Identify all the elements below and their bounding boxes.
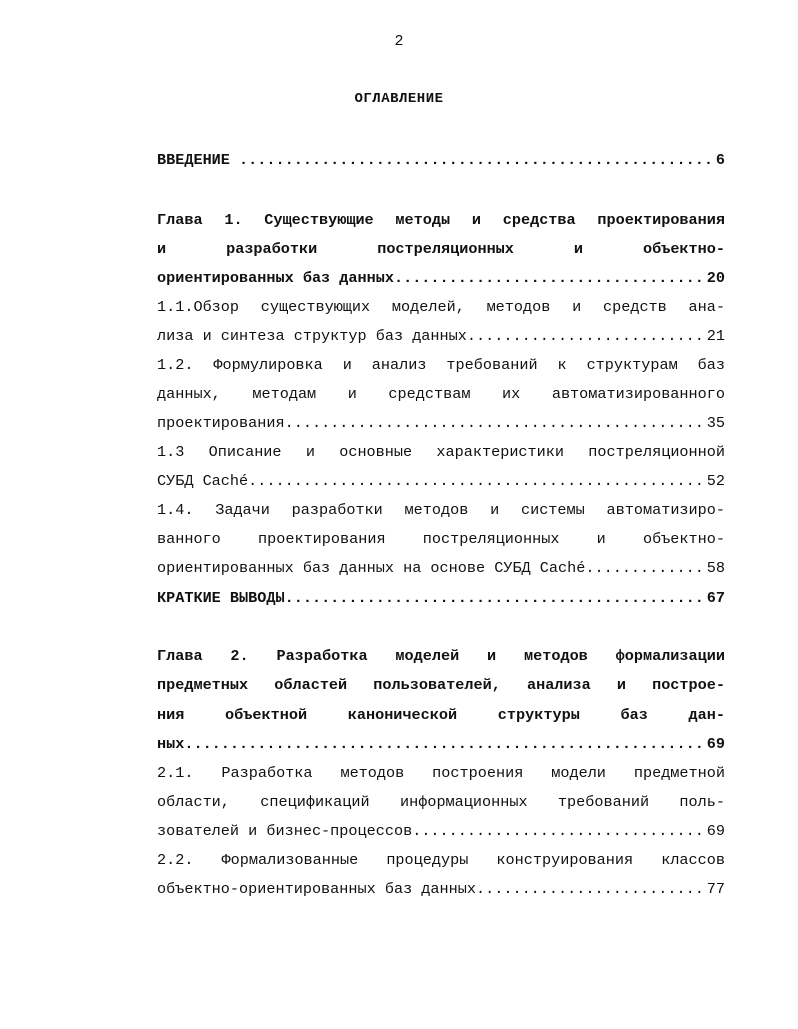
section-1-1-line1: 1.1.Обзор существующих моделей, методов и средств ана- bbox=[157, 298, 725, 316]
section-1-4-line3 bbox=[157, 558, 725, 578]
dot-leader bbox=[585, 558, 706, 578]
chapter2-heading-line2: предметных областей пользователей, анализа и построе- bbox=[157, 676, 725, 694]
toc-entry-text: проектирования bbox=[157, 414, 285, 432]
dot-leader bbox=[248, 471, 707, 491]
toc-page-number: 77 bbox=[706, 880, 725, 898]
chapter1-heading-line1: Глава 1. Существующие методы и средства проектирования bbox=[157, 211, 725, 229]
toc-page-number: 69 bbox=[706, 822, 725, 840]
section-2-2-line1: 2.2. Формализованные процедуры конструирования классов bbox=[157, 851, 725, 869]
section-1-4-line2: ванного проектирования постреляционных и объектно- bbox=[157, 530, 725, 548]
chapter2-heading-line4 bbox=[157, 734, 725, 754]
toc-entry-text: СУБД Caché bbox=[157, 472, 249, 490]
page-number: 2 bbox=[394, 33, 404, 50]
dot-leader bbox=[412, 821, 707, 841]
section-2-1-line2: области, спецификаций информационных требований поль- bbox=[157, 793, 725, 811]
section-1-3-line1: 1.3 Описание и основные характеристики постреляционной bbox=[157, 443, 725, 461]
toc-entry-text: лиза и синтеза структур баз данных bbox=[157, 327, 467, 345]
chapter1-heading-line3 bbox=[157, 268, 725, 288]
toc-entry-text: зователей и бизнес-процессов bbox=[157, 822, 413, 840]
dot-leader bbox=[476, 879, 707, 899]
toc-entry-text: ВВЕДЕНИЕ bbox=[157, 151, 230, 169]
dot-leader bbox=[285, 413, 707, 433]
chapter1-heading-line2: и разработки постреляционных и объектно- bbox=[157, 240, 725, 258]
section-1-2-line1: 1.2. Формулировка и анализ требований к структурам баз bbox=[157, 356, 725, 374]
dot-leader bbox=[184, 734, 706, 754]
toc-entry-text: ориентированных баз данных bbox=[157, 269, 394, 287]
toc-entry-text: ных bbox=[157, 735, 185, 753]
dot-leader bbox=[285, 588, 707, 608]
toc-page-number: 58 bbox=[706, 559, 725, 577]
toc-page-number: 67 bbox=[706, 589, 725, 607]
toc-page-number: 21 bbox=[706, 327, 725, 345]
section-1-2-line3 bbox=[157, 413, 725, 433]
toc-entry-text: КРАТКИЕ ВЫВОДЫ bbox=[157, 589, 285, 607]
chapter2-heading-line1: Глава 2. Разработка моделей и методов формализации bbox=[157, 647, 725, 665]
chapter2-heading-line3: ния объектной канонической структуры баз дан- bbox=[157, 706, 725, 724]
summary-entry bbox=[157, 588, 725, 608]
toc-entry-text: объектно-ориентированных баз данных bbox=[157, 880, 476, 898]
section-2-1-line3 bbox=[157, 821, 725, 841]
toc-title: ОГЛАВЛЕНИЕ bbox=[354, 91, 444, 107]
toc-page-number: 52 bbox=[706, 472, 725, 490]
section-2-1-line1: 2.1. Разработка методов построения модели предметной bbox=[157, 764, 725, 782]
toc-page-number: 6 bbox=[715, 151, 725, 169]
dot-leader bbox=[467, 326, 707, 346]
toc-entry-text: ориентированных баз данных на основе СУБД Caché bbox=[157, 559, 586, 577]
section-2-2-line2 bbox=[157, 879, 725, 899]
toc-page-number: 20 bbox=[706, 269, 725, 287]
dot-leader bbox=[394, 268, 707, 288]
section-1-3-line2 bbox=[157, 471, 725, 491]
toc-page-number: 69 bbox=[706, 735, 725, 753]
section-1-1-line2 bbox=[157, 326, 725, 346]
toc-page-number: 35 bbox=[706, 414, 725, 432]
dot-leader bbox=[239, 150, 716, 170]
toc-entry-intro bbox=[157, 150, 725, 170]
section-1-4-line1: 1.4. Задачи разработки методов и системы автоматизиро- bbox=[157, 501, 725, 519]
section-1-2-line2: данных, методам и средствам их автоматизированного bbox=[157, 385, 725, 403]
